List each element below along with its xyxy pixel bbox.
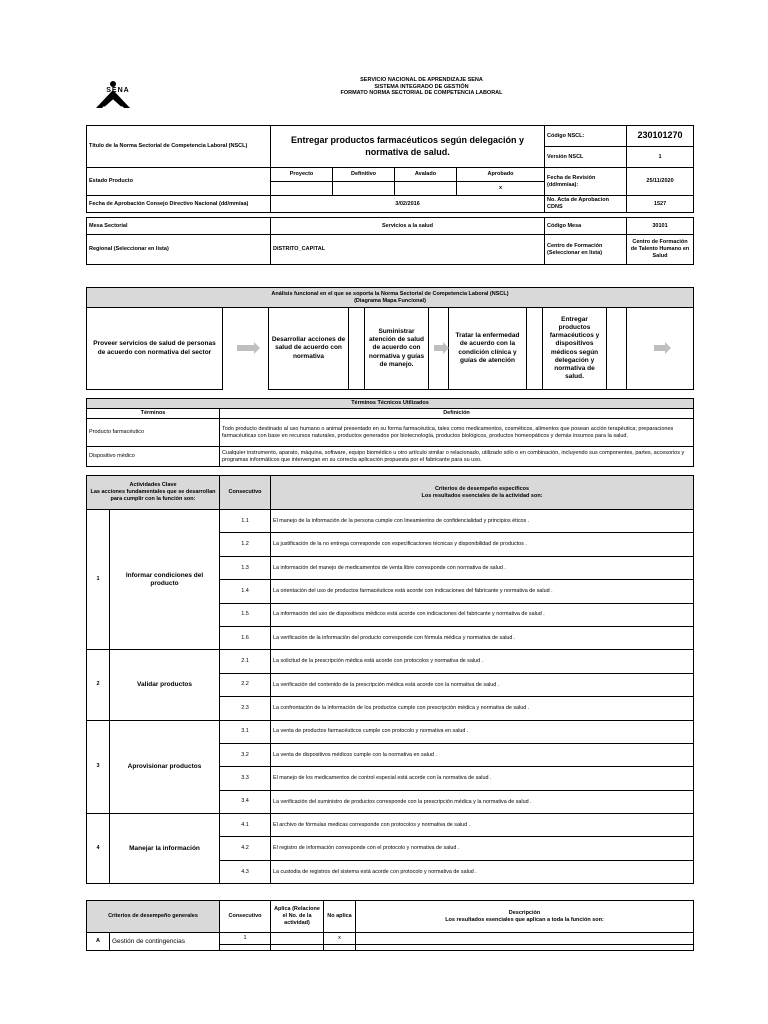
header-line2: SISTEMA INTEGRADO DE GESTIÓN bbox=[374, 83, 469, 90]
acta-value: 1527 bbox=[627, 196, 694, 213]
centro-value: Centro de Formación de Talento Humano en Salud bbox=[627, 235, 694, 265]
header-line3: FORMATO NORMA SECTORIAL DE COMPETENCIA LABORAL bbox=[340, 90, 503, 97]
sena-logo-text: SENA bbox=[106, 87, 130, 95]
actividad-numero: 1 bbox=[87, 510, 110, 650]
estado-aprobado: Aprobado bbox=[457, 168, 545, 182]
version-value: 1 bbox=[627, 147, 694, 168]
act-header-1b: Las acciones fundamentales que se desarrollan para cumplir con la función son: bbox=[90, 489, 216, 502]
titulo-value: Entregar productos farmacéuticos según delegación y normativa de salud. bbox=[271, 126, 545, 168]
act-header-1a: Actividades Clave bbox=[129, 482, 177, 489]
criterio-texto: La venta de dispositivos médicos cumple con la normativa en salud . bbox=[271, 743, 694, 766]
criterio-consecutivo: 1.4 bbox=[220, 580, 271, 603]
codigo-value: 230101270 bbox=[627, 126, 694, 147]
centro-label: Centro de Formación (Seleccionar en lista) bbox=[545, 235, 627, 265]
terminos-table bbox=[86, 398, 694, 467]
criterio-texto: La custodia de registros del sistema está acorde con protocolo y normativa de salud . bbox=[271, 860, 694, 883]
fecha-rev-label: Fecha de Revisión (dd/mm/aa): bbox=[545, 168, 627, 196]
gen-row2-noaplica bbox=[324, 945, 356, 951]
criterio-row bbox=[87, 814, 694, 837]
actividades-table bbox=[86, 475, 694, 884]
criterio-texto: La verificación del suministro de productos corresponde con la prescripción médica y la normativa de salud . bbox=[271, 790, 694, 813]
gen-row2-cons bbox=[220, 945, 271, 951]
criterio-consecutivo: 3.2 bbox=[220, 743, 271, 766]
criterio-consecutivo: 1.6 bbox=[220, 626, 271, 649]
terminos-col2: Definición bbox=[220, 409, 694, 419]
func-node-2: Desarrollar acciones de salud de acuerdo con normativa bbox=[269, 308, 349, 390]
func-arrow-1 bbox=[223, 308, 269, 390]
document-page bbox=[86, 69, 693, 951]
gen-row-aplica bbox=[271, 933, 324, 945]
funcional-title1: Análisis funcional en el que se soporta la Norma Sectorial de Competencia Laboral (NSCL) bbox=[271, 290, 509, 297]
act-header-1 bbox=[87, 476, 220, 510]
criterio-consecutivo: 3.1 bbox=[220, 720, 271, 743]
gen-header-5b: Los resultados esenciales que aplican a toda la función son: bbox=[445, 916, 604, 923]
cod-mesa-value: 30101 bbox=[627, 218, 694, 235]
gen-row-name: Gestión de contingencias bbox=[110, 933, 220, 951]
termino-2: Dispositivo médico bbox=[87, 447, 220, 467]
estado-definitivo-mark bbox=[333, 182, 395, 196]
func-spacer-3 bbox=[607, 308, 627, 390]
gen-row-letter: A bbox=[87, 933, 110, 951]
actividades-body bbox=[87, 510, 694, 884]
actividad-nombre: Aprovisionar productos bbox=[110, 720, 220, 814]
actividad-nombre: Informar condiciones del producto bbox=[110, 510, 220, 650]
gen-header-5 bbox=[356, 901, 694, 933]
criterio-consecutivo: 3.3 bbox=[220, 767, 271, 790]
criterio-row bbox=[87, 720, 694, 743]
arrow-right-icon bbox=[237, 345, 255, 351]
sena-logo-icon bbox=[88, 78, 138, 114]
terminos-col1: Términos bbox=[87, 409, 220, 419]
func-spacer-1 bbox=[349, 308, 365, 390]
criterio-texto: La información del uso de dispositivos médicos está acorde con indicaciones del fabricante y normativa de salud . bbox=[271, 603, 694, 626]
gen-header-4: No aplica bbox=[324, 901, 356, 933]
criterio-texto: El registro de información corresponde con el protocolo y normativa de salud . bbox=[271, 837, 694, 860]
mesa-value: Servicios a la salud bbox=[271, 218, 545, 235]
func-node-3: Suministrar atención de salud de acuerdo con normativa y guías de manejo. bbox=[365, 308, 429, 390]
func-node-1: Proveer servicios de salud de personas de acuerdo con normativa del sector bbox=[87, 308, 223, 390]
act-header-3b: Los resultados esenciales de la actividad son: bbox=[421, 492, 543, 499]
func-arrow-3 bbox=[627, 308, 694, 390]
gen-row-cons: 1 bbox=[220, 933, 271, 945]
criterio-texto: El manejo de los medicamentos de control especial está acorde con la normativa de salud . bbox=[271, 767, 694, 790]
fecha-apr-label: Fecha de Aprobación Consejo Directivo Nacional (dd/mm/aa) bbox=[87, 196, 271, 213]
criterio-consecutivo: 1.2 bbox=[220, 533, 271, 556]
fecha-rev-value: 25/11/2020 bbox=[627, 168, 694, 196]
criterio-texto: El archivo de fórmulas medicas corresponde con protocolos y normativa de salud . bbox=[271, 814, 694, 837]
gen-header-3: Aplica (Relacione el No. de la actividad) bbox=[271, 901, 324, 933]
codigo-label: Código NSCL: bbox=[545, 126, 627, 147]
criterio-consecutivo: 1.3 bbox=[220, 556, 271, 579]
estado-proyecto: Proyecto bbox=[271, 168, 333, 182]
criterio-texto: La verificación de la información del producto corresponde con fórmula médica y normativa de salud . bbox=[271, 626, 694, 649]
criterio-texto: La solicitud de la prescripción médica está acorde con protocolos y normativa de salud . bbox=[271, 650, 694, 673]
estado-avalado-mark bbox=[395, 182, 457, 196]
actividad-numero: 3 bbox=[87, 720, 110, 814]
mesa-table bbox=[86, 217, 694, 265]
criterio-texto: La confrontación de la información de los productos cumple con prescripción médica y normativa de salud . bbox=[271, 697, 694, 720]
estado-label: Estado Producto bbox=[87, 168, 271, 196]
funcional-title2: (Diagrama Mapa Funcional) bbox=[354, 297, 426, 304]
termino-1: Producto farmacéutico bbox=[87, 419, 220, 447]
version-label: Versión NSCL bbox=[545, 147, 627, 168]
gen-header-5a: Descripción bbox=[508, 909, 541, 916]
criterio-texto: La venta de productos farmacéuticos cumple con protocolo y normativa en salud . bbox=[271, 720, 694, 743]
criterio-consecutivo: 3.4 bbox=[220, 790, 271, 813]
sena-logo bbox=[86, 69, 150, 105]
definicion-2: Cualquier instrumento, aparato, máquina, software, equipo biomédico u otro artículo similar o relacionado, utilizado sólo o en combinación, incluyendo sus componentes, partes, accesorios y programas informáticos que intervengan en su correcta aplicación propuesta por el fabricante para su uso. bbox=[220, 447, 694, 467]
header-titles bbox=[150, 69, 693, 105]
funcional-title bbox=[87, 288, 694, 308]
titulo-label: Título de la Norma Sectorial de Competencia Laboral (NSCL) bbox=[87, 126, 271, 168]
gen-header-2: Consecutivo bbox=[220, 901, 271, 933]
criterio-texto: La orientación del uso de productos farmacéuticos está acorde con indicaciones del fabricante y normativa de salud . bbox=[271, 580, 694, 603]
criterio-consecutivo: 2.1 bbox=[220, 650, 271, 673]
terminos-title: Términos Técnicos Utilizados bbox=[87, 399, 694, 409]
acta-label: No. Acta de Aprobacion CDNS bbox=[545, 196, 627, 213]
estado-definitivo: Definitivo bbox=[333, 168, 395, 182]
cod-mesa-label: Código Mesa bbox=[545, 218, 627, 235]
gen-row-noaplica: x bbox=[324, 933, 356, 945]
gen-row-desc bbox=[356, 933, 694, 945]
criterio-row bbox=[87, 510, 694, 533]
funcional-table bbox=[86, 287, 694, 390]
gen-header-1: Criterios de desempeño generales bbox=[87, 901, 220, 933]
gen-row2-aplica bbox=[271, 945, 324, 951]
header-line1: SERVICIO NACIONAL DE APRENDIZAJE SENA bbox=[360, 76, 483, 83]
act-header-3a: Criterios de desempeño específicos bbox=[434, 485, 530, 492]
criterio-consecutivo: 4.1 bbox=[220, 814, 271, 837]
act-header-3 bbox=[271, 476, 694, 510]
regional-value: DISTRITO_CAPITAL bbox=[271, 235, 545, 265]
fecha-apr-value: 3/02/2016 bbox=[271, 196, 545, 213]
estado-proyecto-mark bbox=[271, 182, 333, 196]
arrow-right-icon bbox=[434, 345, 444, 351]
actividad-numero: 2 bbox=[87, 650, 110, 720]
actividad-nombre: Validar productos bbox=[110, 650, 220, 720]
criterio-row bbox=[87, 650, 694, 673]
criterio-consecutivo: 1.1 bbox=[220, 510, 271, 533]
criterio-texto: El manejo de la información de la persona cumple con lineamientos de confidencialidad y principios éticos . bbox=[271, 510, 694, 533]
func-arrow-2 bbox=[429, 308, 449, 390]
func-node-4: Tratar la enfermedad de acuerdo con la condición clínica y guías de atención bbox=[449, 308, 527, 390]
header-table bbox=[86, 69, 693, 105]
criterio-texto: La justificación de la no entrega corresponde con especificaciones técnicas y disponibilidad de productos . bbox=[271, 533, 694, 556]
func-spacer-2 bbox=[527, 308, 543, 390]
definicion-1: Todo producto destinado al uso humano o animal presentado en su forma farmacéutica, tales como medicamentos, cosméticos, alimentos que posean acción terapéutica; preparaciones farmacéuticas con base en recursos naturales, productos generados por biotecnología, productos biológicos, productos homeopáticos y demás insumos para la salud. bbox=[220, 419, 694, 447]
criterio-texto: La verificación del contenido de la prescripción médica está acorde con la normativa de salud . bbox=[271, 673, 694, 696]
mesa-label: Mesa Sectorial bbox=[87, 218, 271, 235]
act-header-2: Consecutivo bbox=[220, 476, 271, 510]
estado-aprobado-mark: x bbox=[457, 182, 545, 196]
func-node-5: Entregar productos farmacéuticos y dispositivos médicos según delegación y normativa de salud. bbox=[543, 308, 607, 390]
arrow-right-icon bbox=[654, 345, 666, 351]
info-table bbox=[86, 125, 694, 213]
actividad-numero: 4 bbox=[87, 814, 110, 884]
generales-table bbox=[86, 900, 694, 951]
criterio-consecutivo: 2.2 bbox=[220, 673, 271, 696]
estado-avalado: Avalado bbox=[395, 168, 457, 182]
regional-label: Regional (Seleccionar en lista) bbox=[87, 235, 271, 265]
criterio-consecutivo: 2.3 bbox=[220, 697, 271, 720]
actividad-nombre: Manejar la información bbox=[110, 814, 220, 884]
gen-row2-desc bbox=[356, 945, 694, 951]
criterio-texto: La información del manejo de medicamentos de venta libre corresponde con normativa de salud . bbox=[271, 556, 694, 579]
criterio-consecutivo: 4.2 bbox=[220, 837, 271, 860]
criterio-consecutivo: 4.3 bbox=[220, 860, 271, 883]
criterio-consecutivo: 1.5 bbox=[220, 603, 271, 626]
